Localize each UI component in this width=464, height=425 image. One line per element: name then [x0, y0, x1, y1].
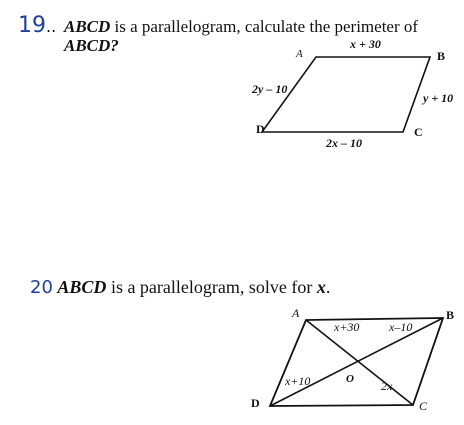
fig19-side-dc-label: 2x – 10	[326, 136, 362, 150]
fig19-vertex-c: C	[414, 125, 423, 139]
fig20-vertex-c: C	[419, 399, 428, 413]
problem-19-question: ABCD?	[64, 36, 119, 55]
fig20-seg-ob-label: x–10	[389, 320, 413, 334]
fig20-vertex-b: B	[446, 308, 455, 322]
fig19-vertex-a: A	[296, 48, 303, 60]
problem-19-number-suffix: ..	[46, 17, 57, 36]
fig19-side-bc-label: y + 10	[423, 91, 454, 105]
fig20-vertex-d: D	[251, 396, 260, 410]
fig19-side-ab-label: x + 30	[350, 37, 381, 51]
fig20-vertex-a: A	[292, 306, 300, 320]
problem-19-number-text: 19	[18, 13, 46, 38]
fig19-vertex-b: B	[437, 49, 446, 63]
fig20-center-o: O	[346, 373, 354, 385]
fig20-seg-ao-label: x+30	[334, 320, 360, 334]
fig19-vertex-d: D	[256, 122, 265, 136]
figure-19	[251, 37, 453, 150]
problem-20-statement: is a parallelogram, solve for	[106, 277, 317, 297]
problem-20-number: 20	[30, 277, 53, 298]
problem-20-period: .	[325, 277, 331, 297]
figure-20	[251, 306, 454, 413]
problem-20-subject: ABCD	[57, 277, 107, 297]
fig19-side-ad-label: 2y – 10	[252, 82, 288, 96]
problem-19-statement: is a parallelogram, calculate the perimeter of	[110, 17, 419, 36]
fig20-seg-oc-label: 2x	[381, 379, 393, 393]
fig20-seg-do-label: x+10	[285, 374, 311, 388]
problem-19-subject: ABCD	[64, 17, 111, 36]
problem-20-variable: x	[316, 277, 326, 297]
